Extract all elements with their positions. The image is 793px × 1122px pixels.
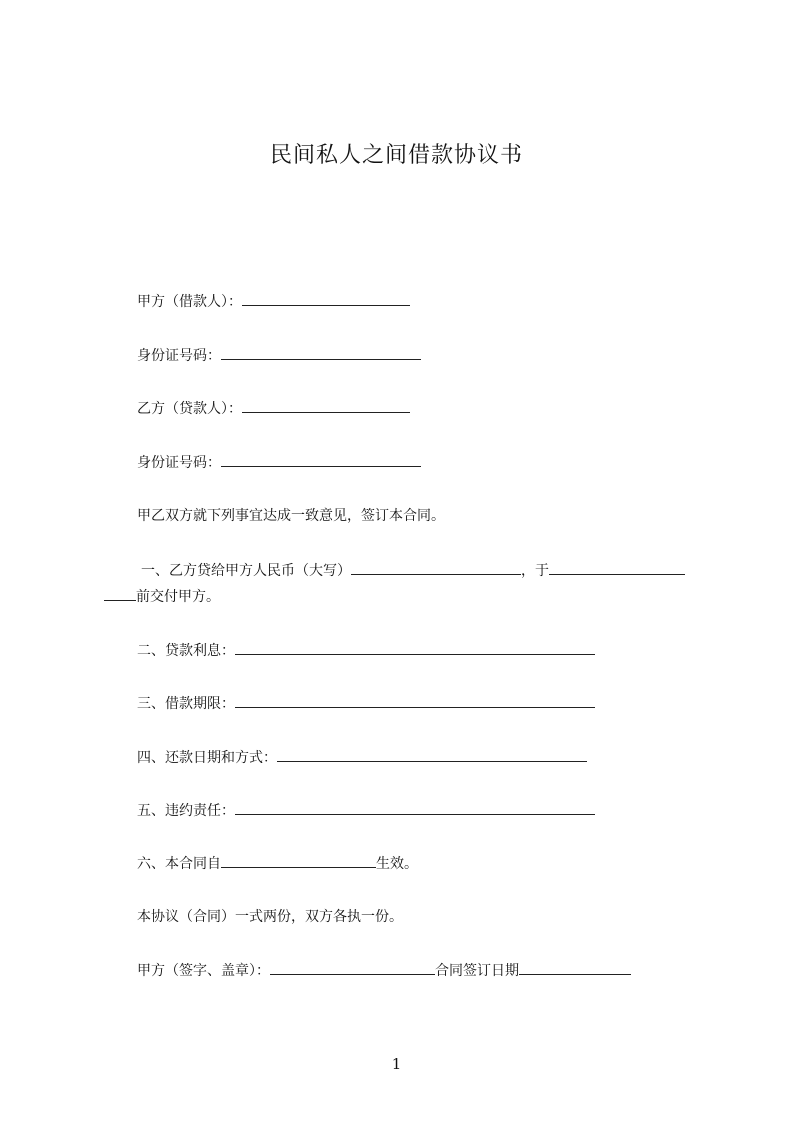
clause-6-end: 生效。 [376, 856, 418, 872]
repayment-blank[interactable] [277, 747, 587, 762]
clause-1-end: 前交付甲方。 [136, 589, 220, 605]
id-a-blank[interactable] [221, 345, 421, 360]
delivery-date-blank[interactable] [549, 560, 685, 575]
clause-1-label: 一、乙方贷给甲方人民币（大写） [141, 563, 351, 579]
breach-label: 五、违约责任： [137, 803, 235, 819]
term-line [137, 693, 595, 714]
breach-blank[interactable] [235, 800, 595, 815]
party-b-blank[interactable] [242, 398, 410, 413]
clause-6-line [137, 853, 418, 874]
term-label: 三、借款期限： [137, 696, 235, 712]
sign-date-blank[interactable] [519, 960, 631, 975]
page-number: 1 [391, 1055, 402, 1073]
clause-1-continuation [104, 586, 220, 607]
breach-line [137, 800, 595, 821]
document-title: 民间私人之间借款协议书 [269, 143, 523, 168]
id-a-line [137, 345, 421, 366]
signature-line [137, 960, 631, 981]
term-blank[interactable] [235, 693, 595, 708]
id-a-label: 身份证号码： [137, 348, 221, 364]
delivery-date-blank-cont[interactable] [104, 586, 136, 601]
id-b-blank[interactable] [221, 452, 421, 467]
interest-label: 二、贷款利息： [137, 643, 235, 659]
party-b-label: 乙方（贷款人）： [137, 401, 242, 417]
clause-1-line [141, 560, 685, 581]
clause-1-connector: ，于 [521, 563, 549, 579]
loan-amount-blank[interactable] [351, 560, 521, 575]
repayment-line [137, 747, 587, 768]
interest-line [137, 640, 595, 661]
signature-label: 甲方（签字、盖章）： [137, 963, 270, 979]
party-a-line [137, 291, 410, 312]
effective-date-blank[interactable] [221, 853, 376, 868]
interest-blank[interactable] [235, 640, 595, 655]
id-b-line [137, 452, 421, 473]
id-b-label: 身份证号码： [137, 455, 221, 471]
party-a-blank[interactable] [242, 291, 410, 306]
clause-6-label: 六、本合同自 [137, 856, 221, 872]
intro-text: 甲乙双方就下列事宜达成一致意见，签订本合同。 [137, 508, 445, 524]
sign-date-label: 合同签订日期 [435, 963, 519, 979]
repayment-label: 四、还款日期和方式： [137, 750, 277, 766]
signature-blank[interactable] [270, 960, 435, 975]
copies-text: 本协议（合同）一式两份，双方各执一份。 [137, 909, 403, 925]
party-b-line [137, 398, 410, 419]
party-a-label: 甲方（借款人）： [137, 294, 242, 310]
